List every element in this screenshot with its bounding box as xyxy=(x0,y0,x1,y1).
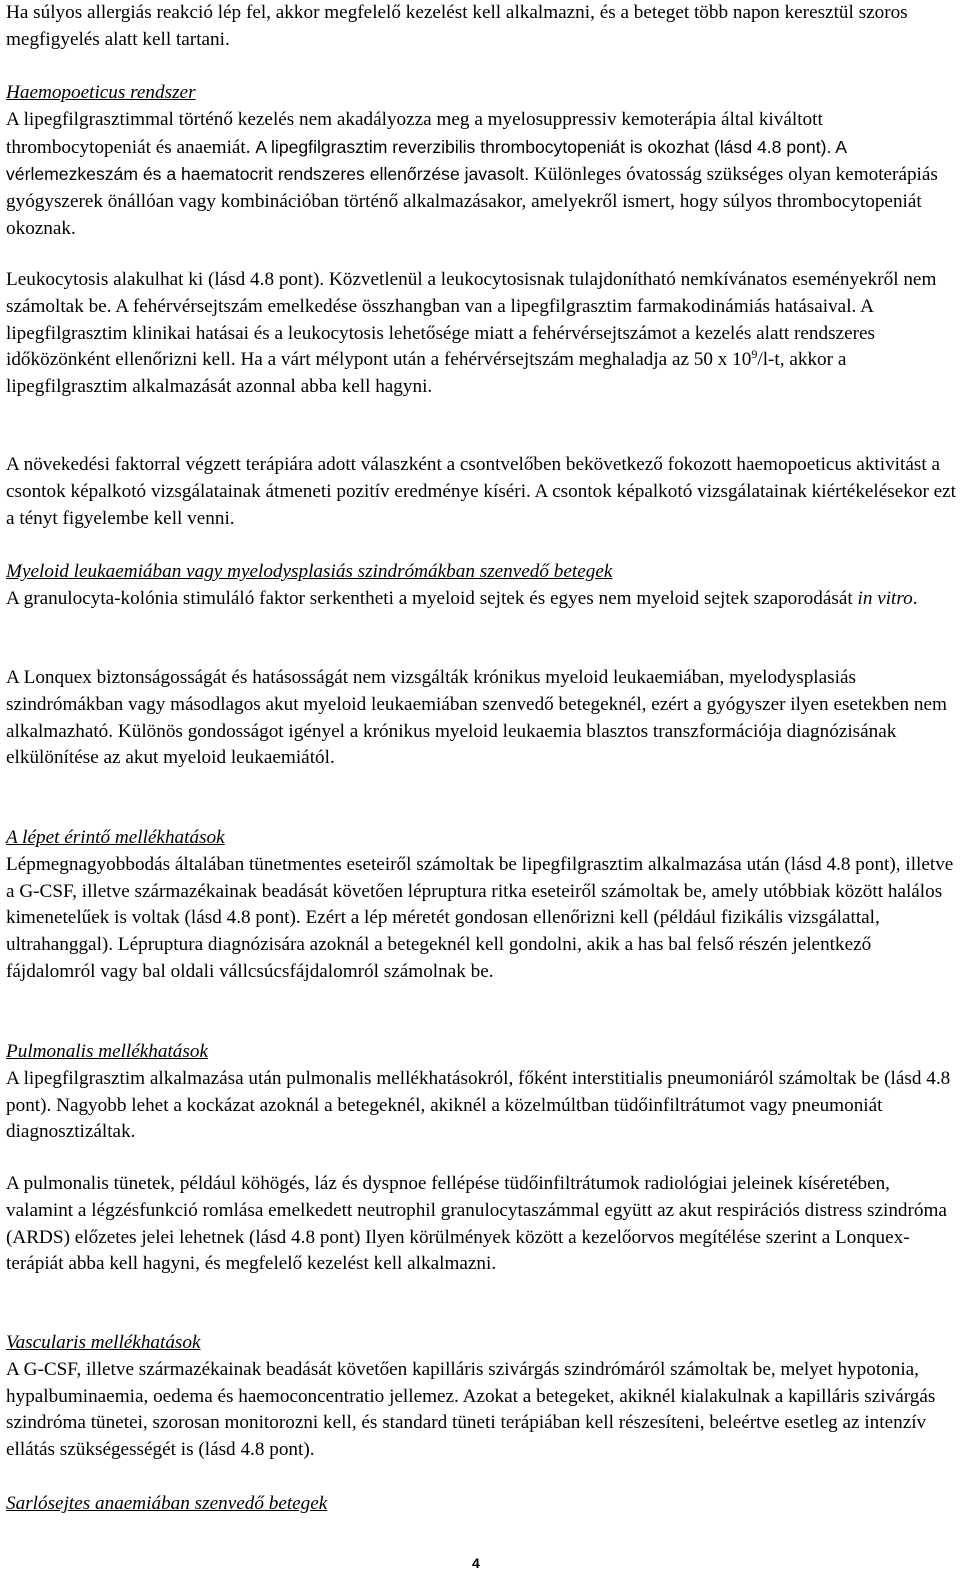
section-heading: Haemopoeticus rendszer xyxy=(6,82,196,103)
text-run: . xyxy=(912,587,918,609)
text-run: Leukocytosis alakulhat ki (lásd 4.8 pont). Közvetlenül a leukocytosisnak tulajdonítható nemkívánatos eseményekről nem számoltak be. A fehérvérsejtszám emelkedése összhangban van a lipegfilgrasztim farmakodinámiás hatásaival. A lipegfilgrasztim klinikai hatásai és a leukocytosis lehetősége miatt a fehérvérsejtszámot a kezelés alatt rendszeres időközönként ellenőrizni kell. Ha a várt mélypont után a fehérvérsejtszám meghaladja az 50 x 10 xyxy=(6,269,937,371)
page-number: 4 xyxy=(472,1555,480,1571)
paragraph-text: A lipegfilgrasztimmal történő kezelés nem akadályozza meg a myelosuppressiv kemoterápia által kiváltott thrombocytopeniát és anaemiát. xyxy=(6,108,823,158)
section-heading: Pulmonalis mellékhatások xyxy=(6,1041,208,1062)
paragraph-text xyxy=(6,588,918,609)
paragraph-leukocytosis xyxy=(6,267,958,401)
paragraph-text: A G-CSF, illetve származékainak beadását követően kapilláris szivárgás szindrómáról számoltak be, melyet hypotonia, hypalbuminaemia, oedema és haemoconcentratio jellemez. Azokat a betegeket, akiknél kialakulnak a kapilláris szivárgás szindróma tünetei, szorosan monitorozni kell, és standard tüneti terápiában kell részesíteni, beleértve esetleg az intenzív ellátás szükségességét is (lásd 4.8 pont). xyxy=(6,1358,936,1461)
paragraph-bone-imaging: A növekedési faktorral végzett terápiára adott válaszként a csontvelőben bekövetkező fokozott haemopoeticus aktivitást a csontok képalkotó vizsgálatainak átmeneti pozitív eredménye kíséri. A csontok képalkotó vizsgálatainak kiértékelésekor ezt a tényt figyelembe kell venni. xyxy=(6,454,956,529)
paragraph-text: Különleges óvatosság szükséges olyan kemoterápiás gyógyszerek önállóan vagy kombinációban történő alkalmazásakor, amelyekről ismert, hogy súlyos thrombocytopeniát okoznak. xyxy=(6,164,938,239)
section-haemopoietic-system xyxy=(6,80,958,243)
section-sickle-cell xyxy=(6,1491,958,1518)
paragraph-text: Lépmegnagyobbodás általában tünetmentes eseteiről számoltak be lipegfilgrasztim alkalmazása után (lásd 4.8 pont), illetve a G-CSF, illetve származékainak beadását követően lépruptura ritka eseteiről számoltak be, amely utóbbiak között halálos kimenetelűek is voltak (lásd 4.8 pont). Ezért a lép méretét gondosan ellenőrizni kell (például fizikális vizsgálattal, ultrahanggal). Lépruptura diagnózisára azoknál a betegeknél kell gondolni, akik a has bal felső részén jelentkező fájdalomról vagy bal oldali vállcsúcsfájdalomról számolnak be. xyxy=(6,853,954,982)
text-run: /l-t, akkor a lipegfilgrasztim alkalmazását azonnal abba kell hagyni. xyxy=(6,349,847,398)
section-vascular xyxy=(6,1330,958,1464)
paragraph-pulmonary-symptoms: A pulmonalis tünetek, például köhögés, láz és dyspnoe fellépése tüdőinfiltrátumok radiológiai jeleinek kíséretében, valamint a légzésfunkció romlása emelkedett neutrophil granulocytaszámmal együtt az akut respirációs distress szindróma (ARDS) előzetes jelei lehetnek (lásd 4.8 pont) Ilyen körülmények között a kezelőorvos megítélése szerint a Lonquex-terápiát abba kell hagyni, és megfelelő kezelést kell alkalmazni. xyxy=(6,1173,947,1275)
superscript: 9 xyxy=(751,347,758,362)
italic-term: in vitro xyxy=(857,587,913,609)
paragraph-allergic-reaction: Ha súlyos allergiás reakció lép fel, akkor megfelelő kezelést kell alkalmazni, és a beteget több napon keresztül szoros megfigyelés alatt kell tartani. xyxy=(6,2,908,50)
section-heading: Sarlósejtes anaemiában szenvedő betegek xyxy=(6,1493,328,1514)
section-spleen xyxy=(6,825,958,986)
text-run: A granulocyta-kolónia stimuláló faktor serkentheti a myeloid sejtek és egyes nem myeloid sejtek szaporodását xyxy=(6,587,858,609)
section-heading: Vascularis mellékhatások xyxy=(6,1332,201,1353)
section-pulmonary xyxy=(6,1039,958,1146)
section-heading: A lépet érintő mellékhatások xyxy=(6,827,225,848)
section-myeloid-leukaemia xyxy=(6,559,958,613)
paragraph-text: A lipegfilgrasztim alkalmazása után pulmonalis mellékhatásokról, főként interstitialis pneumoniáról számoltak be (lásd 4.8 pont). Nagyobb lehet a kockázat azoknál a betegeknél, akiknél a közelmúltban tüdőinfiltrátumot vagy pneumoniát diagnosztizáltak. xyxy=(6,1067,951,1143)
revised-text: A lipegfilgrasztim reverzibilis thrombocytopeniát is okozhat (lásd 4.8 pont). A vérlemezkeszám és a haematocrit rendszeres ellenőrzése javasolt. xyxy=(6,136,847,185)
paragraph-lonquex-safety: A Lonquex biztonságosságát és hatásosságát nem vizsgálták krónikus myeloid leukaemiában, myelodysplasiás szindrómákban vagy másodlagos akut myeloid leukaemiában szenvedő betegeknél, ezért a gyógyszer ilyen esetekben nem alkalmazható. Különös gondosságot igényel a krónikus myeloid leukaemia blasztos transzformációja diagnózisának elkülönítése az akut myeloid leukaemiától. xyxy=(6,667,947,769)
section-heading: Myeloid leukaemiában vagy myelodysplasiás szindrómákban szenvedő betegek xyxy=(6,561,613,582)
